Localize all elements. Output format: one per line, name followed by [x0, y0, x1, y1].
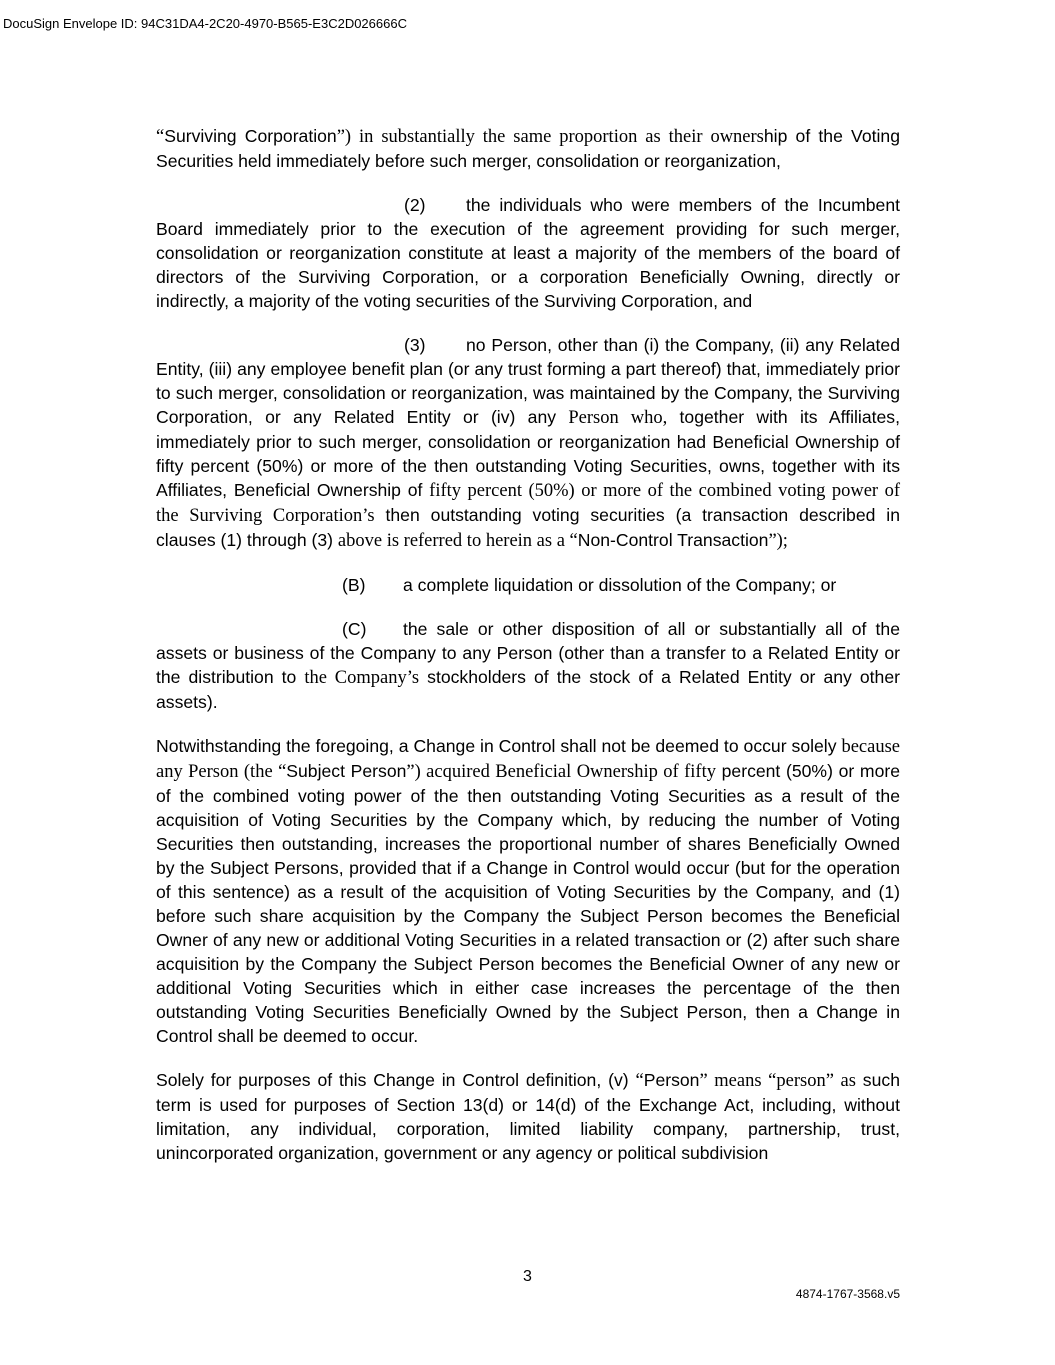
text-run: together with its Affiliates, immediately prior to such merger, consolidation or reorganization had Beneficial Ownership of fifty percent (50%) or more of the then outstanding Voting Securities, owns, together with its Affiliates, Beneficial Ownership of [156, 407, 900, 500]
text-run: ” means “person” as [699, 1071, 856, 1091]
text-run: “ [635, 1071, 644, 1091]
text-run: ”) acquired Beneficial Ownership of fifty [406, 762, 716, 782]
text-run: the sale or other disposition of all or substantially all of the assets or business of the Company to any Person (other than a transfer to a Related Entity or the distribution to [156, 619, 900, 687]
clause-c [156, 617, 900, 714]
text-run: ”) in substantially the same proportion as their owners [336, 127, 764, 147]
clause-text: a complete liquidation or dissolution of the Company; or [403, 575, 837, 595]
text-run: percent (50%) or more of the combined voting power of the then outstanding Voting Securities as a result of the acquisition of Voting Securities by the Company which, by reducing the number of Voting Securities then outstanding, increases the proportional number of shares Beneficially Owned by the Subject Persons, provided that if a Change in Control would occur (but for the operation of this sentence) as a result of the acquisition of Voting Securities by the Company, and (1) before such share acquisition by the Company the Subject Person becomes the Beneficial Owner of any new or additional Voting Securities in a related transaction or (2) after such share acquisition by the Company the Subject Person becomes the Beneficial Owner of any new or additional Voting Securities which in either case increases the percentage of the then outstanding Voting Securities Beneficially Owned by the Subject Person, then a Change in Control shall be deemed to occur. [156, 761, 901, 1046]
defined-term: Subject Person [286, 761, 407, 781]
text-run: fifty percent (50%) or more of the combined voting power of the Surviving Corporation’s [156, 481, 900, 526]
paragraph-person-definition [156, 1068, 900, 1165]
docusign-envelope-id: DocuSign Envelope ID: 94C31DA4-2C20-4970-B565-E3C2D026666C [3, 16, 407, 31]
clause-2 [156, 193, 900, 313]
clause-number: (3) [404, 335, 426, 355]
document-body [156, 124, 900, 1185]
text-run: no Person, other than (i) the Company, (ii) any Related Entity, (iii) any employee benefit plan (or any trust forming a part thereof) that, immediately prior to such merger, consolidation or reorganization, was maintained by the Company, the Surviving Corporation, or any Related Entity or (iv) any [156, 335, 900, 427]
clause-b [156, 573, 900, 597]
paragraph-surviving-corporation [156, 124, 900, 173]
clause-3 [156, 333, 900, 553]
text-run: Person who, [568, 408, 668, 428]
text-run: hip of the Voting Securities held immediately before such merger, consolidation or reorganization, [156, 126, 900, 171]
text-run: above is referred to herein as a “ [337, 531, 578, 551]
clause-text: the individuals who were members of the Incumbent Board immediately prior to the execution of the agreement providing for such merger, consolidation or reorganization constitute at least a majority of the members of the board of directors of the Surviving Corporation, or a corporation Beneficially Owning, directly or indirectly, a majority of the voting securities of the Surviving Corporation, and [156, 195, 900, 311]
defined-term: Surviving Corporation [164, 126, 337, 146]
text-run: because any Person (the “ [156, 737, 900, 782]
text-run: Solely for purposes of this Change in Control definition, (v) [156, 1070, 636, 1090]
clause-number: (B) [342, 575, 366, 595]
text-run: Notwithstanding the foregoing, a Change in Control shall not be deemed to occur solely [156, 736, 842, 756]
text-run: “ [156, 127, 165, 147]
paragraph-notwithstanding [156, 734, 900, 1048]
clause-number: (C) [342, 619, 367, 639]
text-run: stockholders of the stock of a Related Entity or any other assets). [156, 667, 900, 712]
defined-term: Non-Control Transaction [577, 530, 769, 550]
defined-term: Person [643, 1070, 700, 1090]
text-run: then outstanding voting securities (a transaction described in clauses (1) through (3) [156, 505, 900, 550]
document-code: 4874-1767-3568.v5 [795, 1287, 900, 1301]
text-run: ”); [768, 531, 788, 551]
page-number: 3 [523, 1268, 532, 1285]
clause-number: (2) [404, 195, 426, 215]
text-run: such term is used for purposes of Section 13(d) or 14(d) of the Exchange Act, including, without limitation, any individual, corporation, limited liability company, partnership, trust, unincorporated organization, government or any agency or political subdivision [156, 1070, 900, 1163]
text-run: the Company’s [304, 668, 420, 688]
